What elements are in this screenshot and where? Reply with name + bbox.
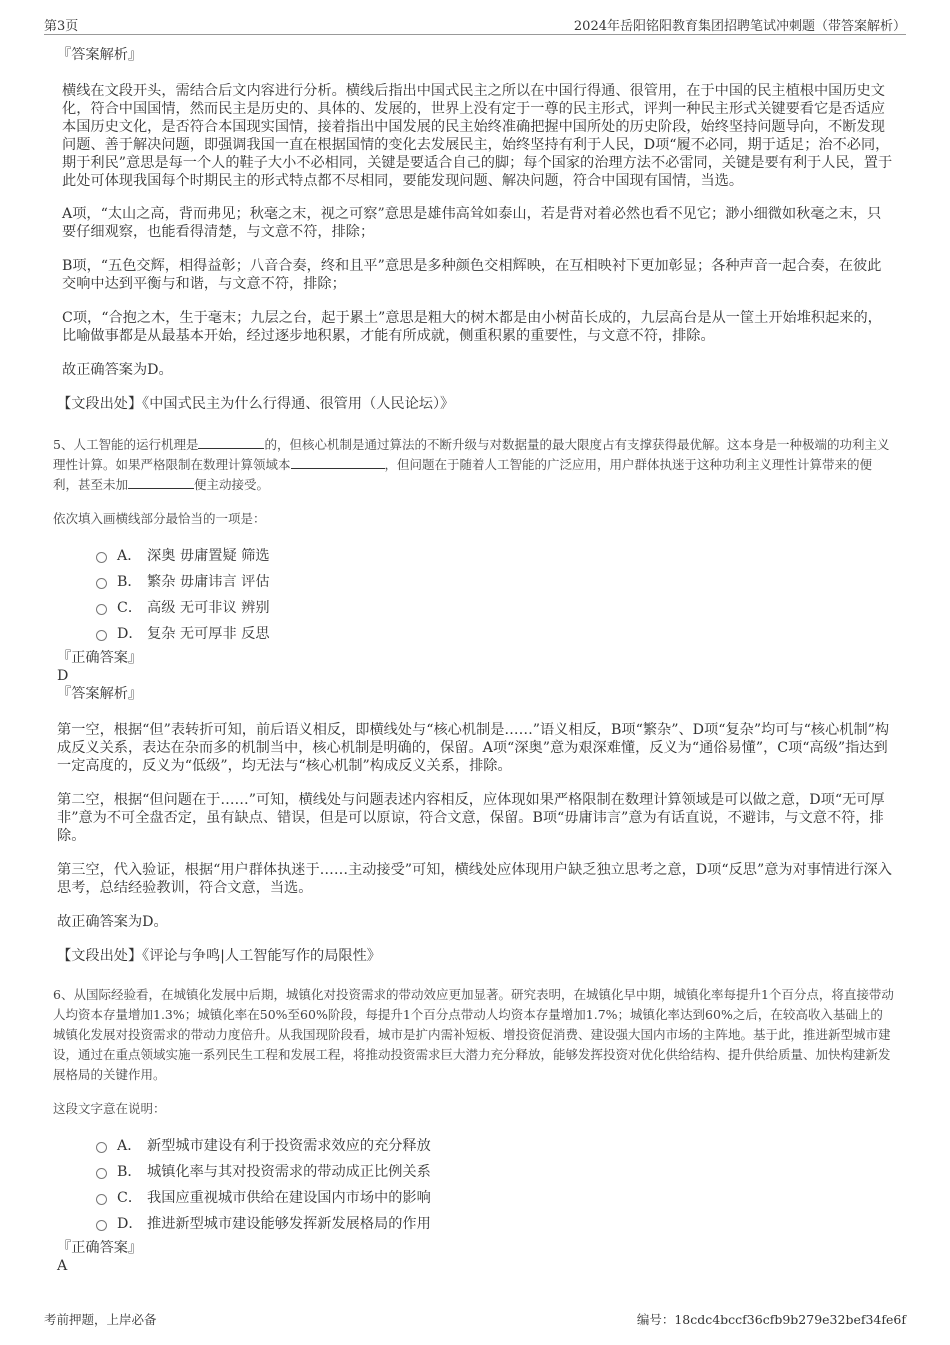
q5-conclusion: 故正确答案为D。 <box>57 914 168 930</box>
page-header <box>44 14 906 35</box>
radio-icon[interactable] <box>96 1194 107 1205</box>
q6-stem: 6、从国际经验看，在城镇化发展中后期，城镇化对投资需求的带动效应更加显著。研究表明，在城镇化早中期，城镇化率每提升1个百分点，将直接带动人均资本存量增加1.3%；城镇化率在50%至60%阶段，每提升1个百分点带动人均资本存量增加1.7%；城镇化率达到60%之后，在较高收入基础上的城镇化发展对投资需求的带动力度倍升。从我国现阶段看，城市是扩内需补短板、增投资促消费、建设强大国内市场的主阵地。基于此，推进新型城市建设，通过在重点领域实施一系列民生工程和发展工程，将推动投资需求巨大潜力充分释放，能够发挥投资对优化供给结构、提升供给质量、加快构建新发展格局的关键作用。 <box>53 987 894 1082</box>
footer-slogan: 考前押题，上岸必备 <box>44 1312 157 1327</box>
radio-icon[interactable] <box>96 604 107 615</box>
q4-source: 【文段出处】《中国式民主为什么行得通、很管用（人民论坛）》 <box>57 396 455 412</box>
answer-blank <box>198 447 264 449</box>
q5-stem-text: 5、人工智能的运行机理是 <box>53 437 199 452</box>
q6-answer: A <box>57 1258 68 1274</box>
q5-answer-label: 『正确答案』 <box>57 650 143 666</box>
q6-answer-block <box>57 1239 895 1275</box>
radio-icon[interactable] <box>96 1168 107 1179</box>
q4-analysis-paragraph: A项，“太山之高，背而弗见；秋毫之末，视之可察”意思是雄伟高耸如泰山，若是背对着必然也看不见它；渺小细微如秋毫之末，只要仔细观察，也能看得清楚，与文意不符，排除； <box>62 206 882 240</box>
q5-option-a[interactable]: A． 深奥 毋庸置疑 筛选 <box>57 543 895 569</box>
q5-analysis-label: 『答案解析』 <box>57 686 143 702</box>
q5-analysis-paragraph: 第三空，代入验证，根据“用户群体执迷于……主动接受”可知，横线处应体现用户缺乏独立思考之意，D项“反思”意为对事情进行深入思考，总结经验教训，符合文意，当选。 <box>57 862 892 896</box>
radio-icon[interactable] <box>96 1142 107 1153</box>
q4-analysis-paragraph: 横线在文段开头，需结合后文内容进行分析。横线后指出中国式民主之所以在中国行得通、很管用，在于中国的民主植根中国历史文化，符合中国国情，然而民主是历史的、具体的、发展的，世界上没有定于一尊的民主形式，评判一种民主形式关键要看它是否适应本国历史文化，是否符合本国现实国情，接着指出中国发展的民主始终准确把握中国所处的历史阶段，始终坚持问题导向，不断发现问题、善于解决问题，即强调我国一直在根据国情的变化去发展民主，始终坚持有利于人民，D项“履不必同，期于适足；治不必同，期于利民”意思是每一个人的鞋子大小不必相同，关键是要适合自己的脚；每个国家的治理方法不必雷同，关键是要有利于人民，置于此处可体现我国每个时期民主的形式特点都不尽相同，要能发现问题、解决问题，符合中国现有国情，当选。 <box>62 83 893 189</box>
q6-option-b[interactable]: B． 城镇化率与其对投资需求的带动成正比例关系 <box>57 1159 895 1185</box>
q5-option-c[interactable]: C． 高级 无可非议 辨别 <box>57 595 895 621</box>
q5-source: 【文段出处】《评论与争鸣|人工智能写作的局限性》 <box>57 948 381 964</box>
q6-option-c[interactable]: C． 我国应重视城市供给在建设国内市场中的影响 <box>57 1185 895 1211</box>
q5-prompt: 依次填入画横线部分最恰当的一项是： <box>53 511 266 526</box>
q5-options <box>57 543 895 647</box>
q6-option-d[interactable]: D． 推进新型城市建设能够发挥新发展格局的作用 <box>57 1211 895 1237</box>
answer-blank <box>291 467 385 469</box>
q6-answer-label: 『正确答案』 <box>57 1240 143 1256</box>
q5-option-d[interactable]: D． 复杂 无可厚非 反思 <box>57 621 895 647</box>
radio-icon[interactable] <box>96 630 107 641</box>
q4-conclusion: 故正确答案为D。 <box>62 362 173 378</box>
q5-analysis <box>57 721 895 965</box>
document-title: 2024年岳阳铭阳教育集团招聘笔试冲刺题（带答案解析） <box>573 19 906 34</box>
q5-answer: D <box>57 668 69 684</box>
answer-blank <box>128 487 194 489</box>
q5-stem-text: 便主动接受。 <box>194 477 270 492</box>
q5-stem-text: 的，但核心机制是通过算法的不断升级与对数据量的最大限度占有支撑获得最优解。这本身是一种极端的功利主义理性计算。如果严格限制在数理计算领域本 <box>53 437 890 472</box>
radio-icon[interactable] <box>96 578 107 589</box>
document-id: 编号：18cdc4bccf36cfb9b279e32bef34fe6f <box>636 1312 906 1327</box>
q6-options <box>57 1133 895 1237</box>
q5-option-b[interactable]: B． 繁杂 毋庸讳言 评估 <box>57 569 895 595</box>
q5-stem <box>53 435 895 495</box>
radio-icon[interactable] <box>96 1220 107 1231</box>
q5-analysis-paragraph: 第二空，根据“但问题在于……”可知，横线处与问题表述内容相反，应体现如果严格限制在数理计算领域是可以做之意，D项“无可厚非”意为不可全盘否定，虽有缺点、错误，但是可以原谅，符合文意，保留。B项“毋庸讳言”意为有话直说，不避讳，与文意不符，排除。 <box>57 792 885 844</box>
page-number: 第3页 <box>44 19 79 34</box>
q4-analysis-paragraph: C项，“合抱之木，生于毫末；九层之台，起于累土”意思是粗大的树木都是由小树苗长成的，九层高台是从一筐土开始堆积起来的，比喻做事都是从最基本开始，经过逐步地积累，才能有所成就，侧重积累的重要性，与文意不符，排除。 <box>62 310 882 344</box>
q4-analysis-paragraph: B项，“五色交辉，相得益彰；八音合奏，终和且平”意思是多种颜色交相辉映，在互相映衬下更加彰显；各种声音一起合奏，在彼此交响中达到平衡与和谐，与文意不符，排除； <box>62 258 882 292</box>
page-content <box>53 46 895 1275</box>
q4-analysis-label: 『答案解析』 <box>57 47 143 63</box>
q6-prompt: 这段文字意在说明： <box>53 1101 166 1116</box>
q4-analysis <box>57 46 895 413</box>
q5-stem-text: ，但问题在于随着人工智能的广泛应用，用户群体执迷于这种功利主义理性计算带来的便利，甚至未加 <box>53 457 873 492</box>
q5-analysis-paragraph: 第一空，根据“但”表转折可知，前后语义相反，即横线处与“核心机制是……”语义相反，B项“繁杂”、D项“复杂”均可与“核心机制”构成反义关系，表达在杂而多的机制当中，核心机制是明确的，保留。A项“深奥”意为艰深难懂，反义为“通俗易懂”，C项“高级”指达到一定高度的，反义为“低级”，均无法与“核心机制”构成反义关系，排除。 <box>57 722 890 774</box>
q6-option-a[interactable]: A． 新型城市建设有利于投资需求效应的充分释放 <box>57 1133 895 1159</box>
radio-icon[interactable] <box>96 552 107 563</box>
q5-answer-block <box>57 649 895 703</box>
